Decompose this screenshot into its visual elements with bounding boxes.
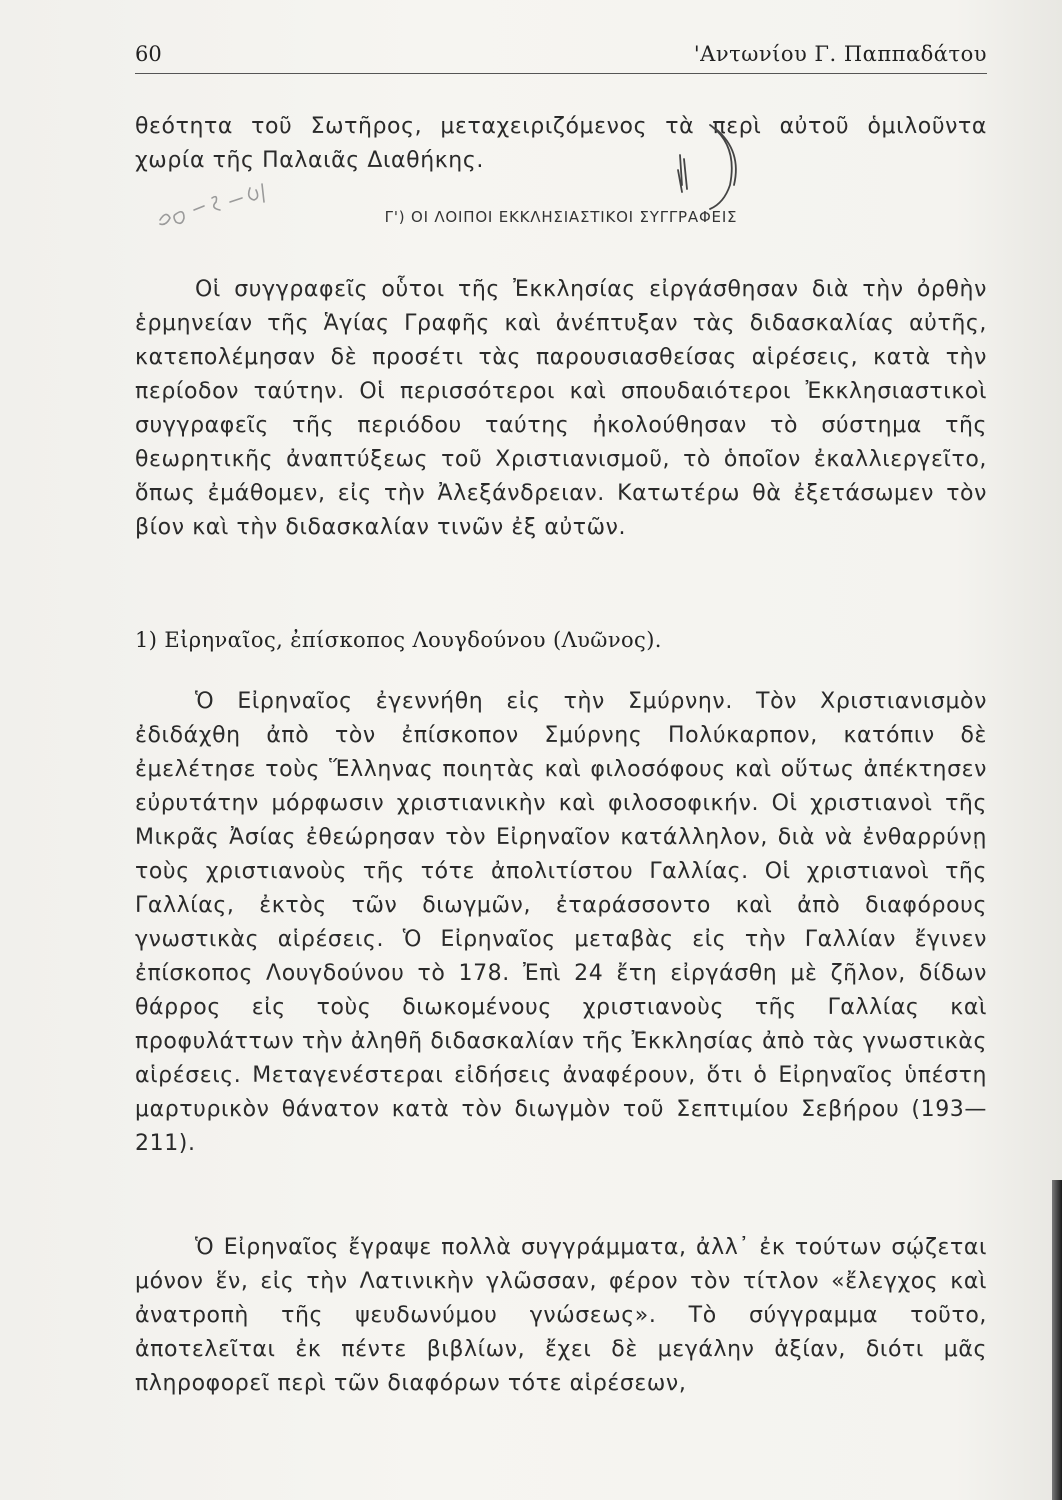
running-title: 'Αντωνίου Γ. Παππαδάτου xyxy=(693,42,987,66)
page-edge-shadow xyxy=(1052,1180,1062,1500)
subsection-heading-irenaeus: 1) Εἰρηναῖος, ἐπίσκοπος Λουγδούνου (Λυῶνος). xyxy=(135,628,662,652)
paragraph-irenaeus-works-text: Ὁ Εἰρηναῖος ἔγραψε πολλὰ συγγράμματα, ἀλλ᾽ ἐκ τούτων σῴζεται μόνον ἕν, εἰς τὴν Λατινικὴν γλῶσσαν, φέρον τὸν τίτλον «ἔλεγχος καὶ ἀνατροπὴ τῆς ψευδωνύμου γνώσεως». Τὸ σύγγραμμα τοῦτο, ἀποτελεῖται ἐκ πέντε βιβλίων, ἔχει δὲ μεγάλην ἀξίαν, διότι μᾶς πληροφορεῖ περὶ τῶν διαφόρων τότε αἱρέσεων, xyxy=(135,1235,987,1396)
page-number: 60 xyxy=(135,42,162,66)
paragraph-irenaeus-life xyxy=(135,685,987,1161)
paragraph-irenaeus-works xyxy=(135,1231,987,1401)
intro-text: θεότητα τοῦ Σωτῆρος, μεταχειριζόμενος τὰ περὶ αὐτοῦ ὁμιλοῦντα χωρία τῆς Παλαιᾶς Διαθήκης. xyxy=(135,114,987,173)
paragraph-writers xyxy=(135,273,987,545)
intro-paragraph xyxy=(135,110,987,178)
page-header xyxy=(135,38,987,78)
header-rule xyxy=(135,73,987,74)
section-heading: Γ') ΟΙ ΛΟΙΠΟΙ ΕΚΚΛΗΣΙΑΣΤΙΚΟΙ ΣΥΓΓΡΑΦΕΙΣ xyxy=(384,208,738,226)
paragraph-irenaeus-life-text: Ὁ Εἰρηναῖος ἐγεννήθη εἰς τὴν Σμύρνην. Τὸν Χριστιανισμὸν ἐδιδάχθη ἀπὸ τὸν ἐπίσκοπον Σμύρνης Πολύκαρπον, κατόπιν δὲ ἐμελέτησε τοὺς Ἕλληνας ποιητὰς καὶ φιλοσόφους καὶ οὕτως ἀπέκτησεν εὐρυτάτην μόρφωσιν χριστιανικὴν καὶ φιλοσοφικήν. Οἱ χριστιανοὶ τῆς Μικρᾶς Ἀσίας ἐθεώρησαν τὸν Εἰρηναῖον κατάλληλον, διὰ νὰ ἐνθαρρύνῃ τοὺς χριστιανοὺς τῆς τότε ἀπολιτίστου Γαλλίας. Οἱ χριστιανοὶ τῆς Γαλλίας, ἐκτὸς τῶν διωγμῶν, ἐταράσσοντο καὶ ἀπὸ διαφόρους γνωστικὰς αἱρέσεις. Ὁ Εἰρηναῖος μεταβὰς εἰς τὴν Γαλλίαν ἔγινεν ἐπίσκοπος Λουγδούνου τὸ 178. Ἐπὶ 24 ἔτη εἰργάσθη μὲ ζῆλον, δίδων θάρρος εἰς τοὺς διωκομένους χριστιανοὺς τῆς Γαλλίας καὶ προφυλάττων τὴν ἀληθῆ διδασκαλίαν τῆς Ἐκκλησίας ἀπὸ τὰς γνωστικὰς αἱρέσεις. Μεταγενέστεραι εἰδήσεις ἀναφέρουν, ὅτι ὁ Εἰρηναῖος ὑπέστη μαρτυρικὸν θάνατον κατὰ τὸν διωγμὸν τοῦ Σεπτιμίου Σεβήρου (193—211). xyxy=(135,689,987,1156)
paragraph-writers-text: Οἱ συγγραφεῖς οὗτοι τῆς Ἐκκλησίας εἰργάσθησαν διὰ τὴν ὀρθὴν ἑρμηνείαν τῆς Ἁγίας Γραφῆς καὶ ἀνέπτυξαν τὰς διδασκαλίας αὐτῆς, κατεπολέμησαν δὲ προσέτι τὰς παρουσιασθείσας αἱρέσεις, κατὰ τὴν περίοδον ταύτην. Οἱ περισσότεροι καὶ σπουδαιότεροι Ἐκκλησιαστικοὶ συγγραφεῖς τῆς περιόδου ταύτης ἠκολούθησαν τὸ σύστημα τῆς θεωρητικῆς ἀναπτύξεως τοῦ Χριστιανισμοῦ, τὸ ὁποῖον ἐκαλλιεργεῖτο, ὅπως ἐμάθομεν, εἰς τὴν Ἀλεξάνδρειαν. Κατωτέρω θὰ ἐξετάσωμεν τὸν βίον καὶ τὴν διδασκαλίαν τινῶν ἐξ αὐτῶν. xyxy=(135,277,987,540)
